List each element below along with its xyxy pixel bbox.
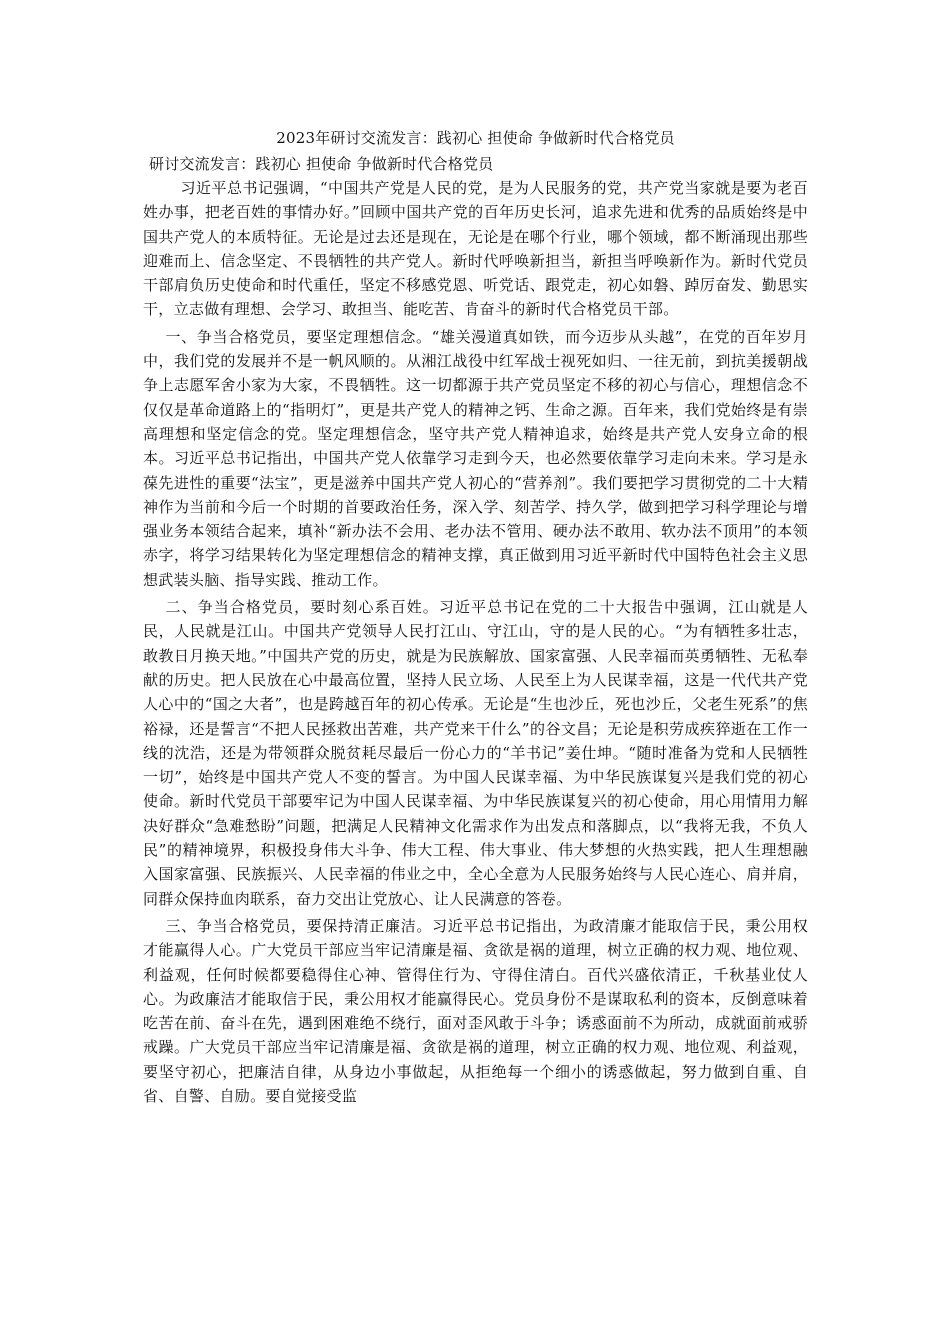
document-body (143, 126, 808, 1108)
section-three-paragraph: 三、争当合格党员，要保持清正廉洁。习近平总书记指出，为政清廉才能取信于民，秉公用权才能赢得人心。广大党员干部应当牢记清廉是福、贪欲是祸的道理，树立正确的权力观、地位观、利益观，任何时候都要稳得住心神、管得住行为、守得住清白。百代兴盛依清正，千秋基业仗人心。为政廉洁才能取信于民，秉公用权才能赢得民心。党员身份不是谋取私利的资本，反倒意味着吃苦在前、奋斗在先，遇到困难绝不绕行，面对歪风敢于斗争；诱惑面前不为所动，成就面前戒骄戒躁。广大党员干部应当牢记清廉是福、贪欲是祸的道理，树立正确的权力观、地位观、利益观，要坚守初心，把廉洁自律，从身边小事做起，从拒绝每一个细小的诱惑做起，努力做到自重、自省、自警、自励。要自觉接受监 (143, 916, 808, 1105)
document-subtitle: 研讨交流发言：践初心 担使命 争做新时代合格党员 (149, 155, 494, 173)
section-one-paragraph: 一、争当合格党员，要坚定理想信念。“雄关漫道真如铁，而今迈步从头越”，在党的百年岁月中，我们党的发展并不是一帆风顺的。从湘江战役中红军战士视死如归、一往无前，到抗美援朝战争上志愿军舍小家为大家，不畏牺牲。这一切都源于共产党员坚定不移的初心与信心，理想信念不仅仅是革命道路上的“指明灯”，更是共产党人的精神之钙、生命之源。百年来，我们党始终是有崇高理想和坚定信念的党。坚定理想信念，坚守共产党人精神追求，始终是共产党人安身立命的根本。习近平总书记指出，中国共产党人依靠学习走到今天，也必然要依靠学习走向未来。学习是永葆先进性的重要“法宝”，更是滋养中国共产党人初心的“营养剂”。我们要把学习贯彻党的二十大精神作为当前和今后一个时期的首要政治任务，深入学、刻苦学、持久学，做到把学习科学理论与增强业务本领结合起来，填补“新办法不会用、老办法不管用、硬办法不敢用、软办法不顶用”的本领赤字，将学习结果转化为坚定理想信念的精神支撑，真正做到用习近平新时代中国特色社会主义思想武装头脑、指导实践、推动工作。 (143, 327, 808, 589)
section-two-paragraph: 二、争当合格党员，要时刻心系百姓。习近平总书记在党的二十大报告中强调，江山就是人民，人民就是江山。中国共产党领导人民打江山、守江山，守的是人民的心。“为有牺牲多壮志，敢教日月换天地。”中国共产党的历史，就是为民族解放、国家富强、人民幸福而英勇牺牲、无私奉献的历史。把人民放在心中最高位置，坚持人民立场、人民至上为人民谋幸福，这是一代代共产党人心中的“国之大者”，也是跨越百年的初心传承。无论是“生也沙丘，死也沙丘，父老生死系”的焦裕禄，还是誓言“不把人民拯救出苦难，共产党来干什么”的谷文昌；无论是积劳成疾猝逝在工作一线的沈浩，还是为带领群众脱贫耗尽最后一份心力的“羊书记”姜仕坤。“随时准备为党和人民牺牲一切”，始终是中国共产党人不变的誓言。为中国人民谋幸福、为中华民族谋复兴是我们党的初心使命。新时代党员干部要牢记为中国人民谋幸福、为中华民族谋复兴的初心使命，用心用情用力解决好群众“急难愁盼”问题，把满足人民精神文化需求作为出发点和落脚点，以“我将无我，不负人民”的精神境界，积极投身伟大斗争、伟大工程、伟大事业、伟大梦想的火热实践，把人生理想融入国家富强、民族振兴、人民幸福的伟业之中，全心全意为人民服务始终与人民心连心、肩并肩，同群众保持血肉联系，奋力交出让党放心、让人民满意的答卷。 (143, 598, 808, 908)
document-title: 2023年研讨交流发言：践初心 担使命 争做新时代合格党员 (276, 129, 675, 147)
intro-paragraph: 习近平总书记强调，“中国共产党是人民的党，是为人民服务的党，共产党当家就是要为老百姓办事，把老百姓的事情办好。”回顾中国共产党的百年历史长河，追求先进和优秀的品质始终是中国共产党人的本质特征。无论是过去还是现在，无论是在哪个行业，哪个领域，都不断涌现出那些迎难而上、信念坚定、不畏牺牲的共产党人。新时代呼唤新担当，新担当呼唤新作为。新时代党员干部肩负历史使命和时代重任，坚定不移感党恩、听党话、跟党走，初心如磐、踔厉奋发、勤思实干，立志做有理想、会学习、敢担当、能吃苦、肯奋斗的新时代合格党员干部。 (143, 179, 808, 319)
